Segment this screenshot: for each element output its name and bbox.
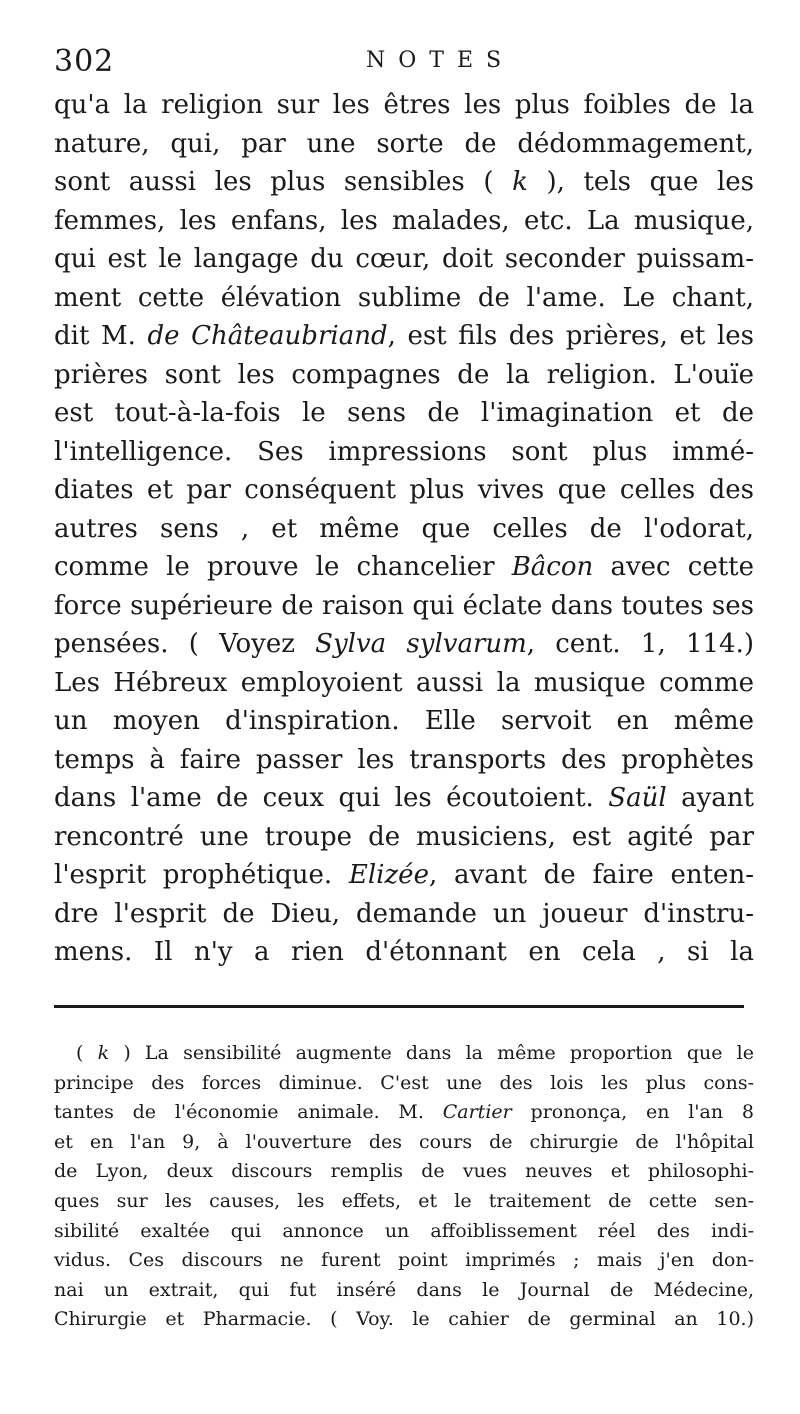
italic-name: de Châteaubriand	[147, 321, 388, 351]
text-line: sont aussi les plus sensibles ( k ), tels que les	[54, 167, 754, 197]
text-line: dre l'esprit de Dieu, demande un joueur d'instru-	[54, 898, 754, 929]
text-line: rencontré une troupe de musiciens, est agité par	[54, 821, 754, 852]
page-header	[54, 44, 754, 84]
text-line: temps à faire passer les transports des prophètes	[54, 744, 754, 775]
text-line: Les Hébreux employoient aussi la musique comme	[54, 667, 754, 698]
page-number: 302	[54, 44, 115, 79]
running-head: NOTES	[366, 48, 515, 73]
footnote-line: principe des forces diminue. C'est une des lois les plus cons-	[54, 1071, 754, 1094]
footnote-line: sibilité exaltée qui annonce un affoiblissement réel des indi-	[54, 1219, 754, 1242]
text-line: qu'a la religion sur les êtres les plus foibles de la	[54, 90, 754, 120]
text-line: femmes, les enfans, les malades, etc. La musique,	[54, 205, 754, 236]
main-text	[54, 86, 754, 972]
footnote-line: nai un extrait, qui fut inséré dans le Journal de Médecine,	[54, 1278, 754, 1301]
text-line: dit M. de Châteaubriand, est fils des prières, et les	[54, 321, 755, 351]
footnote-line: de Lyon, deux discours remplis de vues neuves et philosophi-	[54, 1160, 754, 1183]
footnote-line: ( k ) La sensibilité augmente dans la même proportion que le	[76, 1042, 754, 1064]
text-line: dans l'ame de ceux qui les écoutoient. Saül ayant	[54, 783, 754, 813]
footnote-marker: k	[97, 1042, 110, 1064]
text-line: diates et par conséquent plus vives que celles des	[54, 475, 754, 505]
footnote-divider	[54, 1005, 744, 1008]
text-line: prières sont les compagnes de la religion. L'ouïe	[54, 359, 754, 390]
text-line: l'intelligence. Ses impressions sont plus immé-	[54, 436, 754, 467]
italic-name: Cartier	[442, 1101, 512, 1124]
footnote-line: tantes de l'économie animale. M. Cartier prononça, en l'an 8	[54, 1101, 754, 1124]
text-line: comme le prouve le chancelier Bâcon avec cette	[54, 552, 754, 582]
footnote-line: Chirurgie et Pharmacie. ( Voy. le cahier de germinal an 10.)	[54, 1308, 754, 1331]
italic-name: Saül	[608, 783, 667, 813]
text-line: un moyen d'inspiration. Elle servoit en même	[54, 706, 754, 736]
footnote-line: ques sur les causes, les effets, et le traitement de cette sen-	[54, 1189, 754, 1212]
footnote-marker: k	[512, 167, 528, 197]
text-line: autres sens , et même que celles de l'odorat,	[54, 513, 754, 544]
footnote	[54, 1039, 754, 1335]
italic-name: Bâcon	[511, 552, 594, 582]
footnote-line: et en l'an 9, à l'ouverture des cours de chirurgie de l'hôpital	[54, 1130, 754, 1153]
footnote-line: vidus. Ces discours ne furent point imprimés ; mais j'en don-	[54, 1249, 754, 1272]
text-line: ment cette élévation sublime de l'ame. Le chant,	[54, 282, 754, 313]
text-line: qui est le langage du cœur, doit seconder puissam-	[54, 244, 754, 274]
text-line: l'esprit prophétique. Elizée, avant de faire enten-	[54, 860, 754, 890]
text-line: pensées. ( Voyez Sylva sylvarum, cent. 1, 114.)	[54, 629, 754, 659]
text-line: mens. Il n'y a rien d'étonnant en cela , si la	[54, 937, 754, 967]
italic-title: Sylva sylvarum	[315, 629, 527, 659]
text-line: nature, qui, par une sorte de dédommagement,	[54, 128, 754, 159]
text-line: force supérieure de raison qui éclate dans toutes ses	[54, 590, 754, 621]
text-line: est tout-à-la-fois le sens de l'imagination et de	[54, 398, 754, 428]
italic-name: Elizée	[348, 860, 429, 890]
